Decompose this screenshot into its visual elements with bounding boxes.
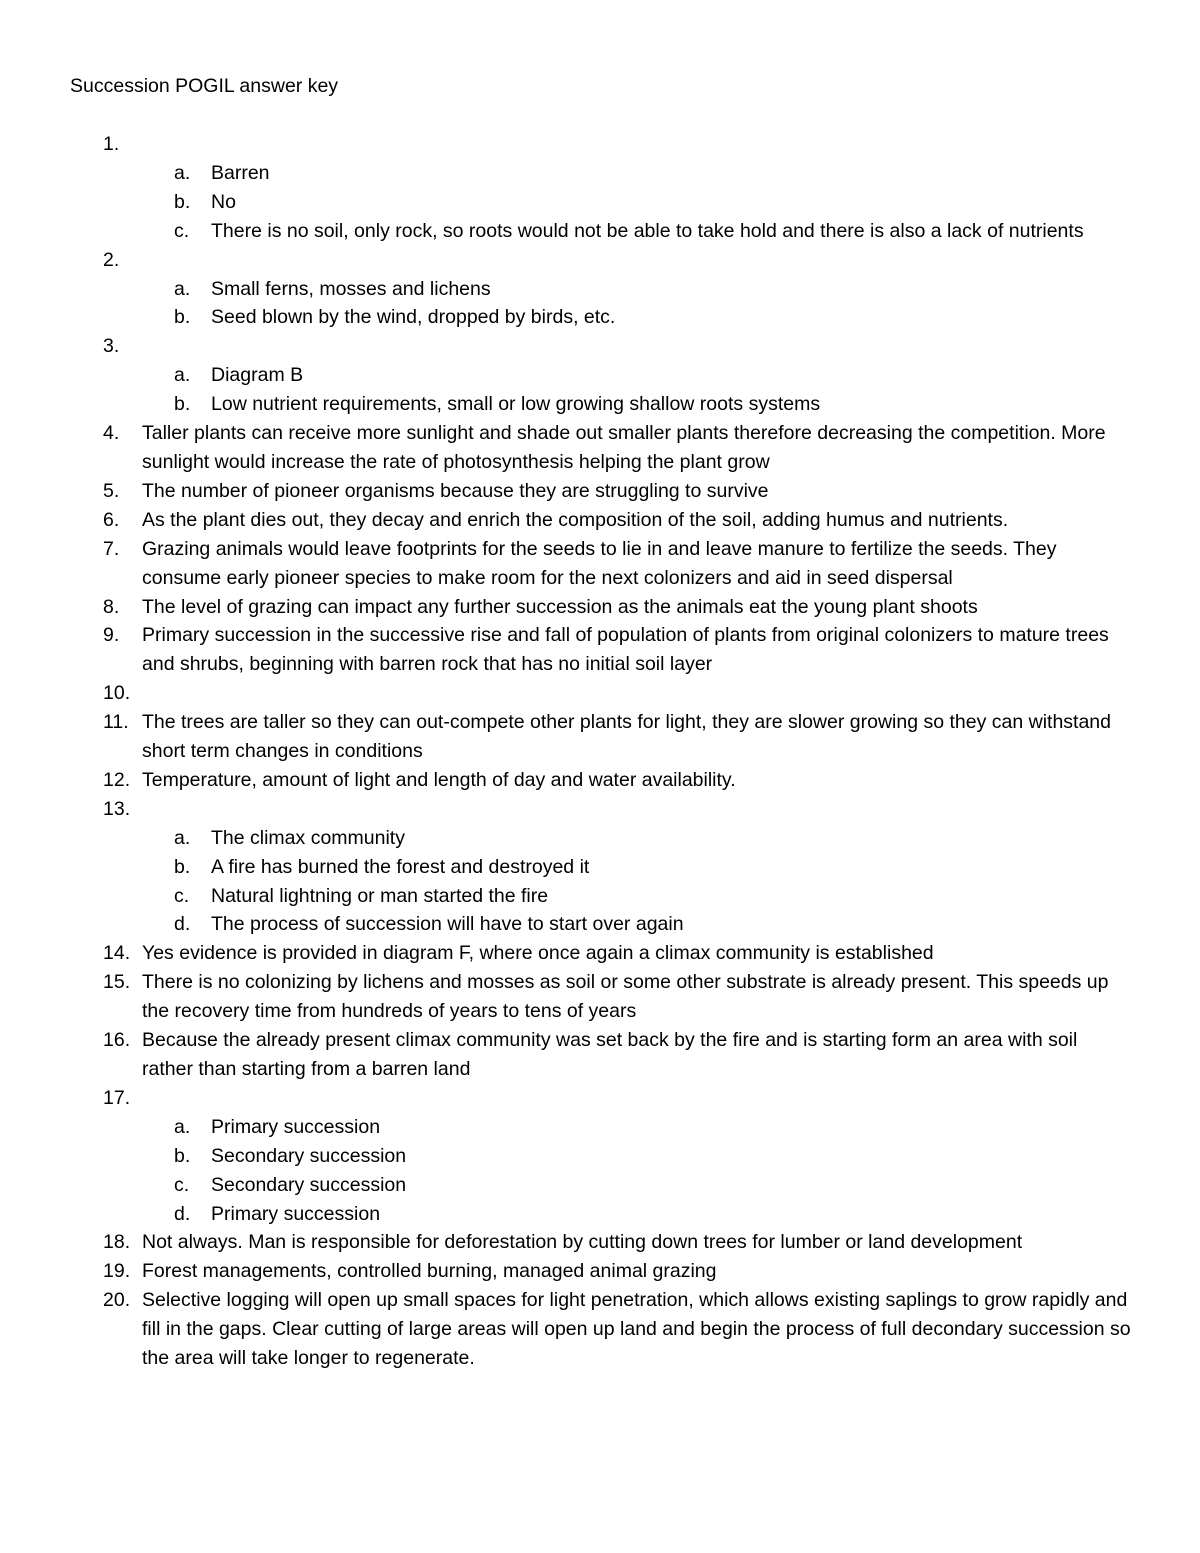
sub-answer-item (174, 159, 1134, 188)
sub-answer-text: Primary succession (211, 1202, 381, 1225)
answer-number: 6. (103, 508, 120, 531)
answer-text: Not always. Man is responsible for deforestation by cutting down trees for lumber or land development (142, 1231, 1023, 1254)
answer-item (103, 621, 1133, 679)
sub-answer-letter: c. (174, 1173, 190, 1196)
answer-number: 2. (103, 248, 120, 271)
sub-answer-text: Secondary succession (211, 1144, 407, 1167)
answer-text (142, 679, 1133, 708)
sub-answer-text: Low nutrient requirements, small or low growing shallow roots systems (211, 393, 821, 416)
sub-answer-text: Small ferns, mosses and lichens (211, 277, 491, 300)
sub-answer-text: No (211, 190, 236, 213)
answer-text: Primary succession in the successive rise and fall of population of plants from original colonizers to mature trees and shrubs, beginning with barren rock that has no initial soil layer (142, 624, 1109, 676)
answer-number: 14. (103, 942, 131, 965)
answer-number: 19. (103, 1260, 131, 1283)
sub-answer-item (174, 824, 1134, 853)
sub-answer-text: The climax community (211, 826, 405, 849)
answer-text: Temperature, amount of light and length of day and water availability. (142, 768, 736, 791)
answer-item (103, 130, 1133, 159)
answer-text: The level of grazing can impact any further succession as the animals eat the young plant shoots (142, 595, 978, 618)
sub-answer-item (174, 361, 1134, 390)
sub-answer-letter: b. (174, 190, 191, 213)
sub-answer-text: Primary succession (211, 1115, 381, 1138)
answer-item (103, 419, 1133, 477)
sub-answer-item (174, 853, 1134, 882)
answer-text: As the plant dies out, they decay and enrich the composition of the soil, adding humus and nutrients. (142, 508, 1009, 531)
sub-answer-letter: b. (174, 855, 191, 878)
answer-text (142, 246, 1133, 275)
answer-item (103, 593, 1133, 622)
answer-number: 15. (103, 971, 131, 994)
document-title: Succession POGIL answer key (70, 75, 339, 97)
sub-answer-letter: d. (174, 913, 191, 936)
answer-text: Yes evidence is provided in diagram F, where once again a climax community is established (142, 942, 934, 965)
answer-number: 16. (103, 1029, 131, 1052)
answer-number: 8. (103, 595, 120, 618)
answer-list (0, 130, 1200, 1373)
answer-number: 1. (103, 133, 120, 155)
sub-answer-item (174, 390, 1134, 419)
sub-answer-letter: a. (174, 826, 191, 849)
answer-number: 3. (103, 335, 120, 358)
answer-number: 7. (103, 537, 120, 560)
answer-number: 13. (103, 797, 131, 820)
answer-text: Because the already present climax community was set back by the fire and is starting form an area with soil rather than starting from a barren land (142, 1029, 1078, 1080)
sub-answer-text: Natural lightning or man started the fire (211, 884, 549, 907)
answer-number: 9. (103, 624, 120, 647)
sub-answer-text: Diagram B (211, 364, 304, 387)
answer-item (103, 968, 1133, 1026)
answer-text (142, 130, 1133, 159)
sub-answer-text: Seed blown by the wind, dropped by birds, etc. (211, 306, 616, 329)
sub-answer-item (174, 217, 1134, 246)
sub-answer-letter: b. (174, 393, 191, 416)
answer-number: 11. (103, 711, 129, 734)
answer-item (103, 477, 1133, 506)
sub-answer-letter: a. (174, 364, 191, 387)
answer-text: There is no colonizing by lichens and mosses as soil or some other substrate is already present. This speeds up the recovery time from hundreds of years to tens of years (142, 971, 1109, 1023)
answer-item (103, 939, 1133, 968)
sub-answer-letter: d. (174, 1202, 191, 1225)
sub-answer-item (174, 1200, 1134, 1229)
sub-answer-item (174, 188, 1134, 217)
sub-answer-item (174, 275, 1134, 304)
sub-answer-letter: b. (174, 306, 191, 329)
sub-answer-text: A fire has burned the forest and destroyed it (211, 855, 590, 878)
answer-item (103, 535, 1133, 593)
answer-text: Forest managements, controlled burning, managed animal grazing (142, 1260, 717, 1283)
answer-item (103, 795, 1133, 824)
sub-answer-letter: a. (174, 161, 191, 184)
answer-text: The trees are taller so they can out-compete other plants for light, they are slower growing so they can withstand short term changes in conditions (142, 711, 1112, 763)
answer-text: The number of pioneer organisms because they are struggling to survive (142, 479, 769, 502)
answer-item (103, 766, 1133, 795)
answer-number: 20. (103, 1289, 131, 1312)
answer-number: 10. (103, 682, 131, 705)
sub-answer-item (174, 303, 1134, 332)
answer-number: 4. (103, 422, 120, 445)
answer-item (103, 1026, 1133, 1084)
answer-item (103, 1286, 1133, 1373)
answer-number: 17. (103, 1086, 131, 1109)
answer-number: 18. (103, 1231, 131, 1254)
sub-answer-text: There is no soil, only rock, so roots would not be able to take hold and there is also a lack of nutrients (211, 219, 1084, 242)
sub-answer-item (174, 1142, 1134, 1171)
answer-text: Taller plants can receive more sunlight and shade out smaller plants therefore decreasing the competition. More sunlight would increase the rate of photosynthesis helping the plant grow (142, 422, 1106, 473)
sub-answer-item (174, 1113, 1134, 1142)
answer-number: 5. (103, 479, 120, 502)
answer-number: 12. (103, 768, 131, 791)
answer-item (103, 679, 1133, 708)
answer-item (103, 708, 1133, 766)
answer-item (103, 506, 1133, 535)
sub-answer-text: Secondary succession (211, 1173, 407, 1196)
answer-item (103, 1084, 1133, 1113)
answer-text: Grazing animals would leave footprints for the seeds to lie in and leave manure to fertilize the seeds. They consume early pioneer species to make room for the next colonizers and aid in seed dispersal (142, 537, 1057, 589)
answer-item (103, 332, 1133, 361)
answer-text (142, 332, 1133, 361)
sub-answer-item (174, 910, 1134, 939)
answer-item (103, 1257, 1133, 1286)
answer-text: Selective logging will open up small spaces for light penetration, which allows existing saplings to grow rapidly and fill in the gaps. Clear cutting of large areas will open up land and begin the process of full decondary succession so the area will take longer to regenerate. (142, 1289, 1131, 1370)
answer-item (103, 246, 1133, 275)
sub-answer-text: The process of succession will have to start over again (211, 913, 684, 936)
sub-answer-letter: c. (174, 884, 190, 907)
answer-text (142, 1084, 1133, 1113)
sub-answer-text: Barren (211, 161, 270, 184)
sub-answer-letter: c. (174, 219, 190, 242)
answer-item (103, 1228, 1133, 1257)
answer-text (142, 795, 1133, 824)
sub-answer-letter: a. (174, 1115, 191, 1138)
sub-answer-item (174, 882, 1134, 911)
sub-answer-letter: a. (174, 277, 191, 300)
sub-answer-item (174, 1171, 1134, 1200)
sub-answer-letter: b. (174, 1144, 191, 1167)
